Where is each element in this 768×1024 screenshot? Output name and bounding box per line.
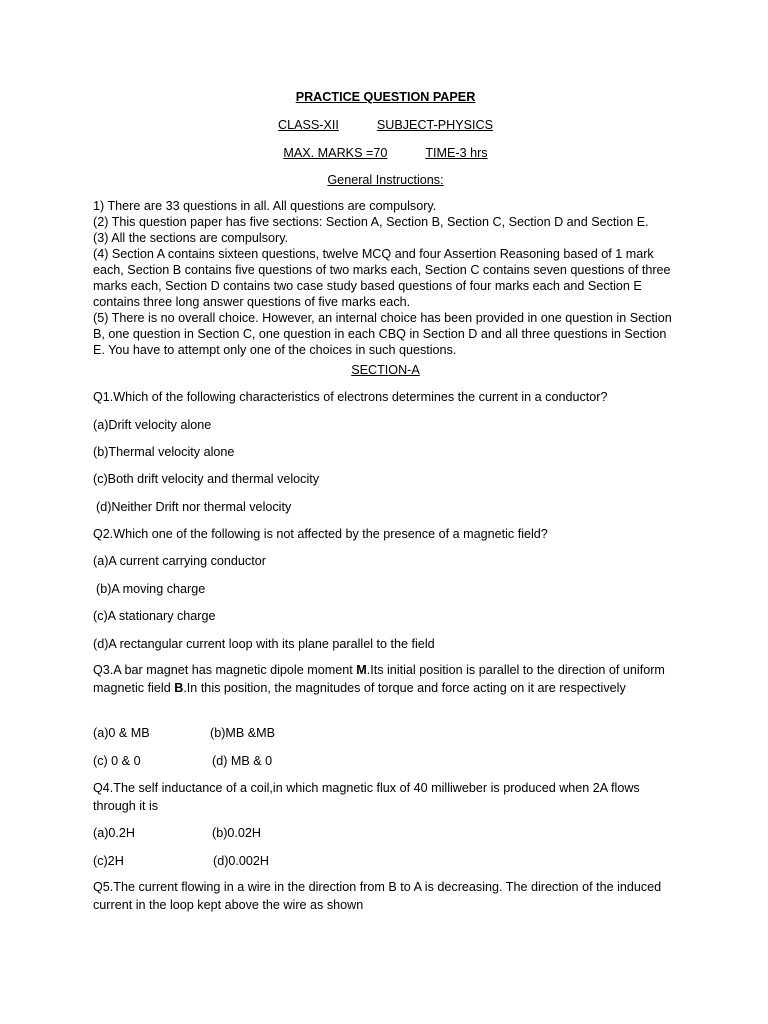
- subject-label: SUBJECT-PHYSICS: [376, 118, 494, 132]
- q3-option-b: (b)MB &MB: [210, 726, 276, 740]
- q2-option-c: (c)A stationary charge: [93, 609, 216, 623]
- section-a-heading: SECTION-A: [351, 363, 420, 377]
- instruction-item: (4) Section A contains sixteen questions, twelve MCQ and four Assertion Reasoning based of 1 mark each, Section B contains five questions of two marks each, Section C contains seven questions of three marks each, Section D contains two case study based questions of four marks each and Section E contains three long answer questions of five marks each.: [93, 247, 671, 309]
- q1-option-b: (b)Thermal velocity alone: [93, 445, 235, 459]
- q4-option-d: (d)0.002H: [213, 854, 270, 868]
- instruction-item: (3) All the sections are compulsory.: [93, 231, 289, 245]
- q4-option-c: (c)2H: [93, 854, 124, 868]
- q4-option-a: (a)0.2H: [93, 826, 135, 840]
- question-3: Q3.A bar magnet has magnetic dipole moment M.Its initial position is parallel to the direction of uniform magnetic field B.In this position, the magnitudes of torque and force acting on it are respectively: [93, 663, 665, 695]
- paper-title: PRACTICE QUESTION PAPER: [295, 90, 476, 104]
- q2-option-d: (d)A rectangular current loop with its plane parallel to the field: [93, 637, 435, 651]
- q1-option-a: (a)Drift velocity alone: [93, 418, 212, 432]
- instruction-item: (2) This question paper has five sections: Section A, Section B, Section C, Section D and Section E.: [93, 215, 649, 229]
- magnetic-field-symbol: B: [174, 680, 184, 695]
- marks-time-line: [93, 145, 678, 161]
- max-marks-label: MAX. MARKS =70: [283, 146, 388, 160]
- q2-option-a: (a)A current carrying conductor: [93, 554, 266, 568]
- class-subject-line: [93, 117, 678, 133]
- general-instructions: [93, 198, 678, 358]
- q2-option-b: (b)A moving charge: [96, 582, 206, 596]
- instruction-item: 1) There are 33 questions in all. All questions are compulsory.: [93, 199, 437, 213]
- q1-option-d: (d)Neither Drift nor thermal velocity: [96, 500, 292, 514]
- dipole-moment-symbol: M: [356, 663, 367, 677]
- question-4: Q4.The self inductance of a coil,in which magnetic flux of 40 milliweber is produced when 2A flows through it is: [93, 781, 640, 813]
- question-1: Q1.Which of the following characteristics of electrons determines the current in a conductor?: [93, 390, 608, 404]
- q3-option-a: (a)0 & MB: [93, 726, 150, 740]
- instruction-item: (5) There is no overall choice. However, an internal choice has been provided in one question in Section B, one question in Section C, one question in each CBQ in Section D and all three questions in Section E. You have to attempt only one of the choices in such questions.: [93, 311, 672, 357]
- question-2: Q2.Which one of the following is not affected by the presence of a magnetic field?: [93, 527, 548, 541]
- instructions-heading: General Instructions:: [327, 173, 444, 187]
- q1-option-c: (c)Both drift velocity and thermal velocity: [93, 472, 320, 486]
- q3-option-d: (d) MB & 0: [212, 754, 273, 768]
- q3-option-c: (c) 0 & 0: [93, 754, 141, 768]
- class-label: CLASS-XII: [277, 118, 339, 132]
- q4-option-b: (b)0.02H: [212, 826, 261, 840]
- question-5: Q5.The current flowing in a wire in the direction from B to A is decreasing. The direction of the induced current in the loop kept above the wire as shown: [93, 880, 662, 912]
- time-label: TIME-3 hrs: [425, 146, 488, 160]
